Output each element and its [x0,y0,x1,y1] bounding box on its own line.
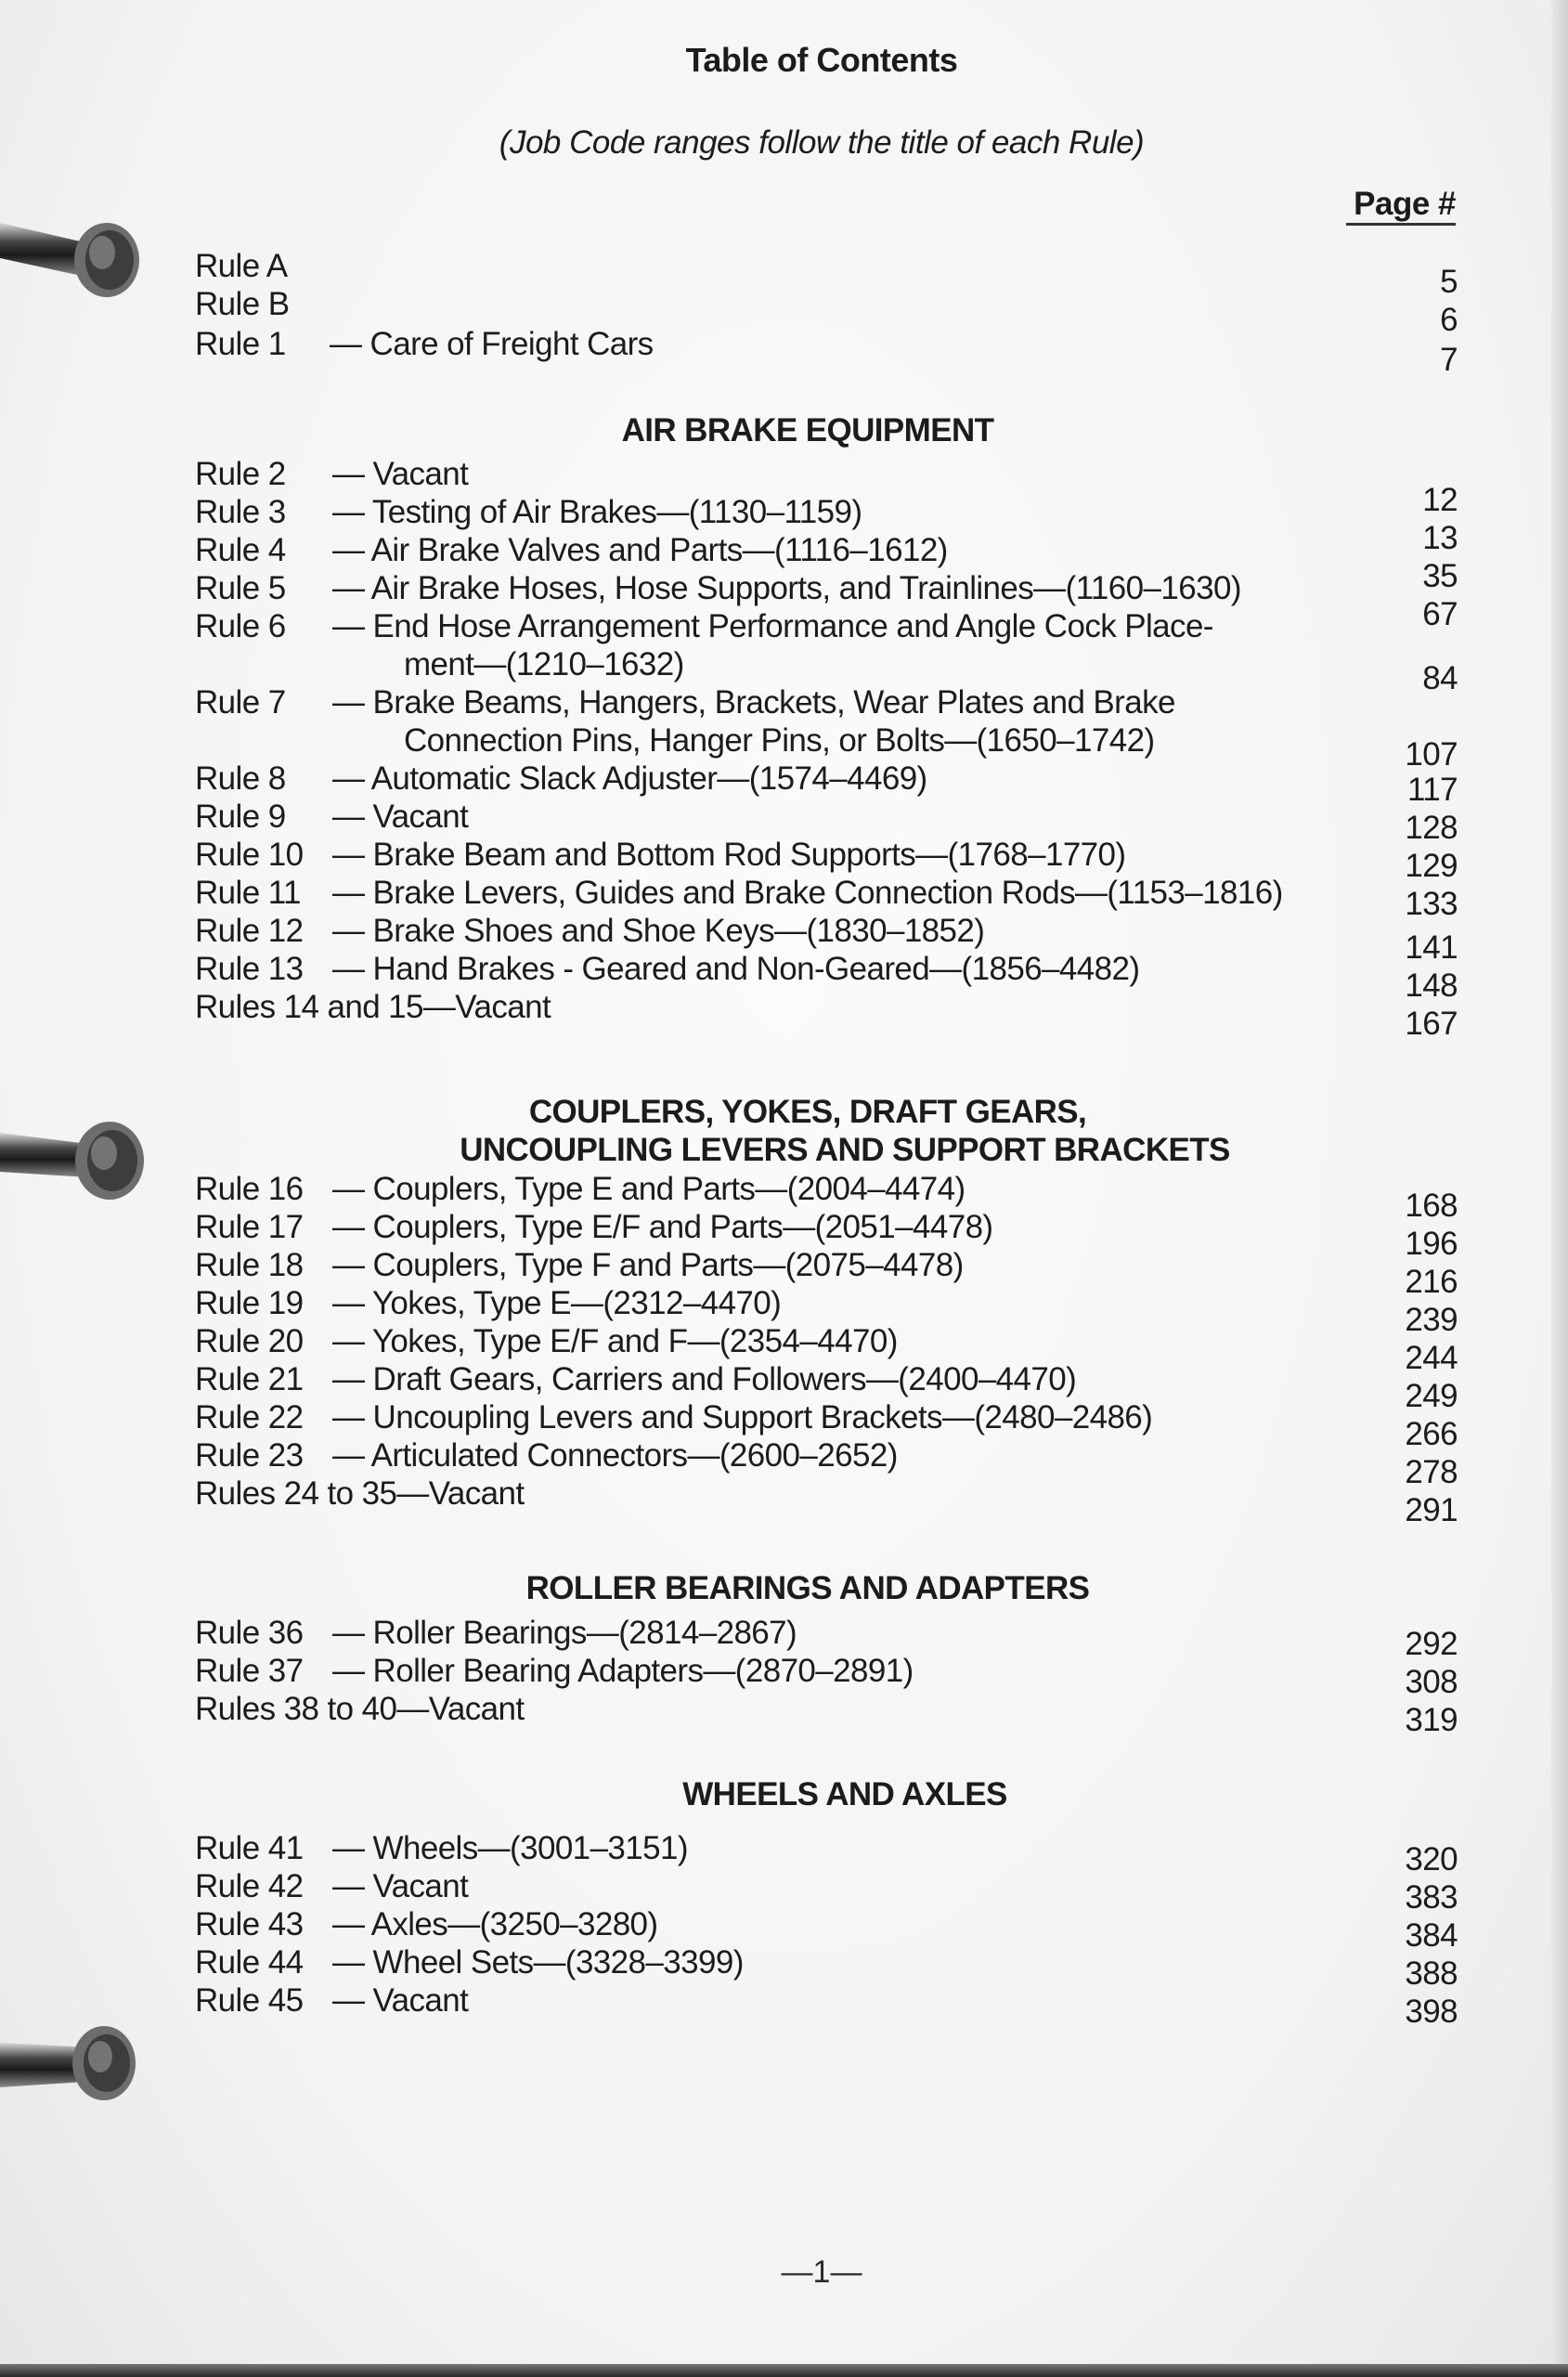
rule-title: — Vacant [332,799,469,835]
rule-title: — Couplers, Type E and Parts—(2004–4474) [332,1171,965,1207]
rule-title: — Articulated Connectors—(2600–2652) [332,1437,898,1474]
rule-label: Rule 5 [195,570,286,606]
rule-label: Rule 45 [195,1982,304,2019]
page-number: 244 [1405,1340,1458,1376]
rule-label: Rule 10 [195,837,304,873]
section-heading: COUPLERS, YOKES, DRAFT GEARS, [528,1094,1087,1130]
page-number: 278 [1405,1454,1458,1490]
page-number: 398 [1405,1994,1458,2030]
rule-label: Rule 6 [195,608,286,644]
rule-label: Rule 21 [195,1361,304,1397]
toc-entry[interactable] [195,325,1458,378]
rule-label: Rule 13 [195,951,304,987]
section-heading: ROLLER BEARINGS AND ADAPTERS [525,1570,1090,1606]
page-number: 196 [1405,1226,1458,1262]
page-number: 266 [1405,1416,1458,1452]
page-number: 239 [1405,1302,1458,1338]
page-number: 117 [1407,772,1458,808]
rule-title: — Wheels—(3001–3151) [332,1830,688,1866]
toc-entry[interactable] [195,1652,1458,1700]
toc-entry[interactable] [195,1474,1458,1528]
page-number: 308 [1405,1664,1458,1700]
page-number: 383 [1405,1879,1458,1916]
rule-title: — Automatic Slack Adjuster—(1574–4469) [332,760,927,797]
rule-label: Rule 1 [195,326,286,362]
rule-label: Rules 14 and 15—Vacant [195,989,551,1025]
rule-label: Rule 43 [195,1906,304,1942]
page-number: 216 [1405,1264,1458,1300]
toc-entry[interactable] [195,683,1458,773]
toc-entry[interactable] [195,1246,1458,1300]
rule-label: Rule 23 [195,1437,304,1474]
rule-title: — Brake Shoes and Shoe Keys—(1830–1852) [332,913,985,949]
rule-label: Rules 38 to 40—Vacant [195,1691,525,1727]
page-number: 35 [1422,558,1458,594]
binder-ring-icon [0,204,149,306]
page-number: 141 [1405,929,1458,966]
page-subtitle: (Job Code ranges follow the title of each Rule) [499,124,1145,161]
page-edge [1551,0,1568,2377]
rule-title: — Yokes, Type E—(2312–4470) [332,1285,782,1321]
page-number: 67 [1422,596,1458,632]
rule-label: Rule 16 [195,1171,304,1207]
rule-label: Rule 4 [195,532,286,568]
rule-label: Rule 7 [195,684,286,721]
page-number: 167 [1405,1006,1458,1042]
toc-entry[interactable] [195,1284,1458,1338]
rule-title: — End Hose Arrangement Performance and Angle Cock Place- [332,608,1213,644]
page-number: 5 [1440,264,1458,300]
rule-title: — Yokes, Type E/F and F—(2354–4470) [332,1323,898,1359]
rule-label: Rule 44 [195,1944,304,1981]
toc-entry[interactable] [195,760,1458,808]
rule-label: Rule 8 [195,760,286,797]
rule-title: — Couplers, Type E/F and Parts—(2051–4478) [332,1209,993,1245]
toc-entry[interactable] [195,1398,1458,1452]
section-heading: WHEELS AND AXLES [682,1776,1007,1812]
page-number: 168 [1405,1188,1458,1224]
rule-label: Rule 41 [195,1830,304,1866]
toc-entry[interactable] [195,1170,1458,1224]
rule-title: — Hand Brakes - Geared and Non-Geared—(1856–4482) [332,951,1140,987]
rule-title: — Testing of Air Brakes—(1130–1159) [332,494,862,530]
toc-entry[interactable] [195,1867,1458,1916]
rule-title: — Vacant [332,1982,469,2019]
rule-title: — Roller Bearing Adapters—(2870–2891) [332,1653,914,1689]
rule-label: Rule 19 [195,1285,304,1321]
rule-title: — Wheel Sets—(3328–3399) [332,1944,744,1981]
toc-entry[interactable] [195,874,1458,922]
toc-entry[interactable] [195,1690,1458,1738]
page-number: 6 [1440,302,1458,338]
page-number: 129 [1405,848,1458,884]
rule-label: Rule B [195,286,290,322]
rule-title-continuation: ment—(1210–1632) [404,646,684,682]
rule-title: — Air Brake Valves and Parts—(1116–1612) [332,532,948,568]
toc-entry[interactable] [195,1829,1458,1877]
binder-ring-icon [0,2015,149,2117]
rule-label: Rule A [195,248,288,284]
page-column-header: Page # [1346,186,1456,226]
toc-entry[interactable] [195,285,1458,338]
page-number: 84 [1422,660,1458,696]
rule-title: — Care of Freight Cars [330,326,654,362]
page-number: 133 [1405,886,1458,922]
page-number: 388 [1405,1955,1458,1992]
rule-label: Rule 20 [195,1323,304,1359]
page-number: 384 [1405,1917,1458,1954]
rule-label: Rule 2 [195,456,286,492]
page-number: 7 [1440,342,1458,378]
page-bottom-shadow [0,2364,1568,2377]
page-number: 13 [1422,520,1458,556]
toc-entry[interactable] [195,247,1458,300]
rule-title: — Brake Beam and Bottom Rod Supports—(1768–1770) [332,837,1126,873]
rule-label: Rule 18 [195,1247,304,1283]
rule-label: Rules 24 to 35—Vacant [195,1475,525,1512]
page-number: 12 [1422,482,1458,518]
rule-label: Rule 42 [195,1868,304,1904]
rule-label: Rule 3 [195,494,286,530]
toc-entry[interactable] [195,988,1458,1042]
toc-entry[interactable] [195,836,1458,884]
rule-title-continuation: Connection Pins, Hanger Pins, or Bolts—(1650–1742) [404,722,1155,759]
rule-title: — Axles—(3250–3280) [332,1906,658,1942]
rule-label: Rule 11 [195,875,301,911]
page-number: 148 [1405,968,1458,1004]
rule-title: — Vacant [332,456,469,492]
toc-entry[interactable] [195,1360,1458,1414]
page-number: 291 [1405,1492,1458,1528]
page-title: Table of Contents [685,41,958,79]
rule-label: Rule 17 [195,1209,304,1245]
rule-title: — Air Brake Hoses, Hose Supports, and Trainlines—(1160–1630) [332,570,1241,606]
toc-entry[interactable] [195,950,1458,1004]
rule-title: — Couplers, Type F and Parts—(2075–4478) [332,1247,964,1283]
page-number: 249 [1405,1378,1458,1414]
toc-entry[interactable] [195,607,1458,696]
toc-entry[interactable] [195,912,1458,966]
rule-title: — Brake Beams, Hangers, Brackets, Wear Plates and Brake [332,684,1175,721]
rule-title: — Brake Levers, Guides and Brake Connection Rods—(1153–1816) [332,875,1283,911]
page-number: 128 [1405,810,1458,846]
rule-label: Rule 9 [195,799,286,835]
rule-title: — Draft Gears, Carriers and Followers—(2400–4470) [332,1361,1077,1397]
rule-label: Rule 12 [195,913,304,949]
section-heading-line-2: UNCOUPLING LEVERS AND SUPPORT BRACKETS [460,1132,1230,1168]
page-number: 292 [1405,1626,1458,1662]
page-number: 319 [1405,1702,1458,1738]
rule-title: — Vacant [332,1868,469,1904]
page-number: 320 [1405,1841,1458,1877]
rule-title: — Uncoupling Levers and Support Brackets—(2480–2486) [332,1399,1153,1435]
toc-entry[interactable] [195,1943,1458,1992]
toc-entry[interactable] [195,798,1458,846]
rule-label: Rule 22 [195,1399,304,1435]
toc-entry[interactable] [195,1905,1458,1954]
toc-entry[interactable] [195,1322,1458,1376]
rule-title: — Roller Bearings—(2814–2867) [332,1615,797,1651]
rule-label: Rule 37 [195,1653,304,1689]
toc-entry[interactable] [195,1208,1458,1262]
toc-entry[interactable] [195,1981,1458,2030]
toc-entry[interactable] [195,1614,1458,1662]
page-number: 107 [1405,736,1458,773]
section-heading: AIR BRAKE EQUIPMENT [621,412,994,448]
page-folio: —1— [781,2254,862,2290]
toc-entry[interactable] [195,1436,1458,1490]
rule-label: Rule 36 [195,1615,304,1651]
